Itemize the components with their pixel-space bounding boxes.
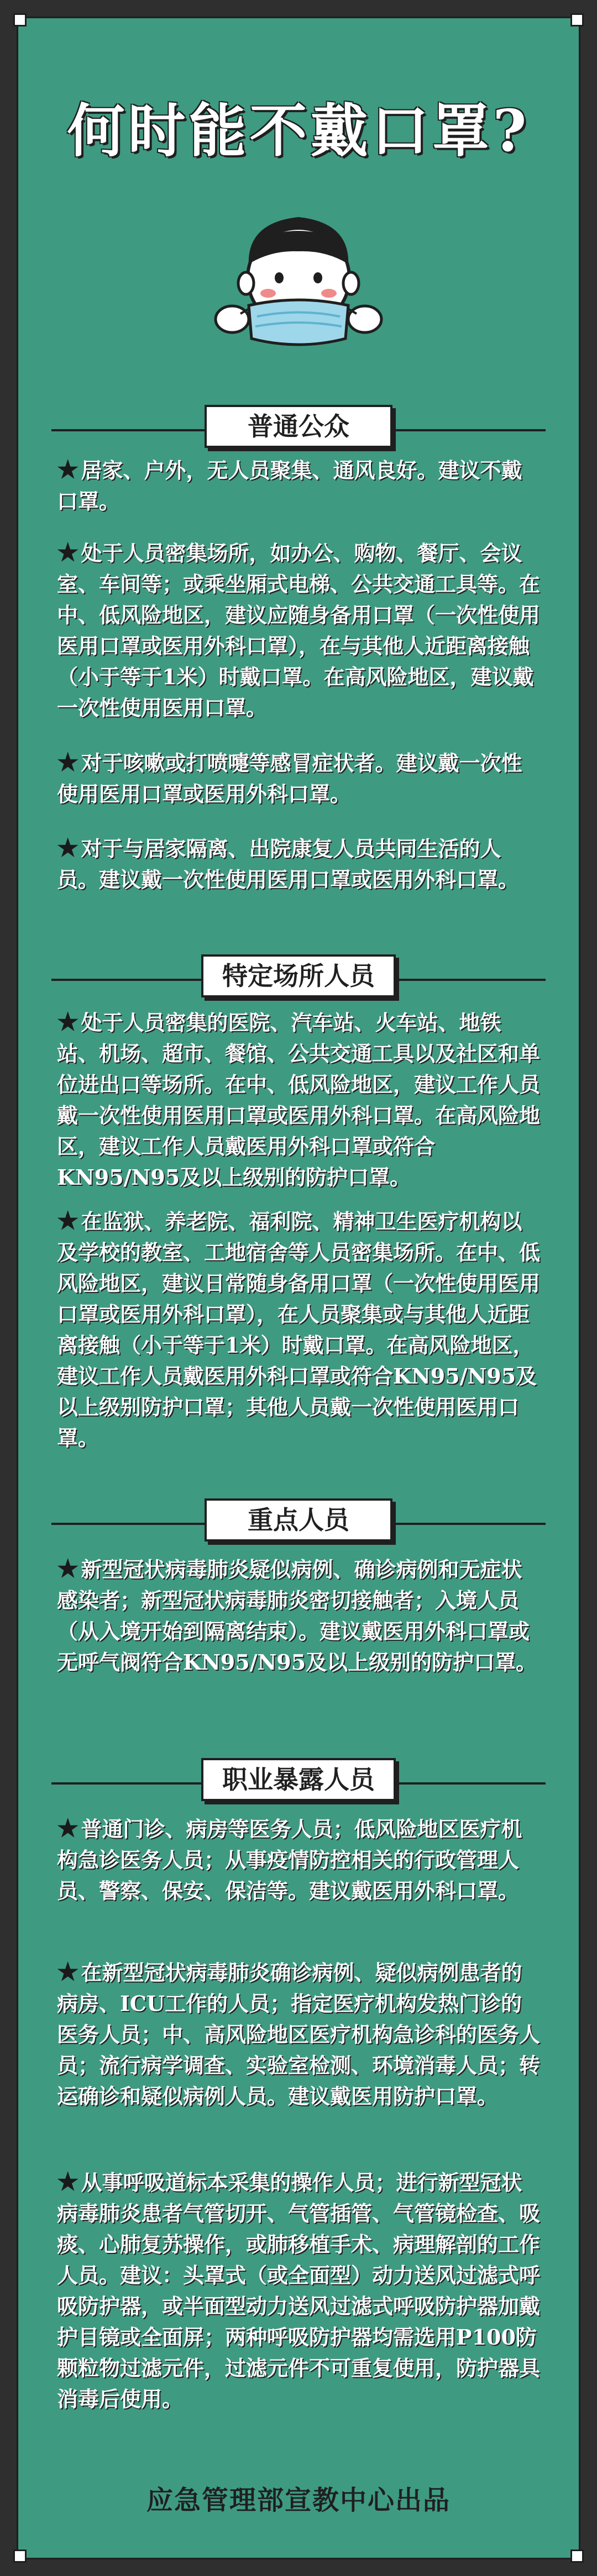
item-text: 普通门诊、病房等医务人员；低风险地区医疗机构急诊医务人员；从事疫情防控相关的行政管理人员、警察、保安、保洁等。建议戴医用外科口罩。 (57, 1817, 522, 1903)
section-label: 职业暴露人员 (201, 1758, 396, 1801)
poster-title: 何时能不戴口罩? (67, 97, 530, 165)
section-label: 重点人员 (205, 1498, 392, 1542)
list-item (57, 833, 540, 895)
section-label: 特定场所人员 (201, 954, 396, 997)
list-item (57, 537, 540, 724)
star-icon: ★ (57, 748, 79, 777)
list-item (57, 1813, 540, 1907)
section-header-key-persons (18, 1498, 579, 1548)
section-header-occupational-exposure (18, 1758, 579, 1808)
corner-decoration (13, 13, 27, 27)
star-icon: ★ (57, 456, 79, 484)
star-icon: ★ (57, 1555, 79, 1583)
item-text: 处于人员密集场所，如办公、购物、餐厅、会议室、车间等；或乘坐厢式电梯、公共交通工具等。在中、低风险地区，建议应随身备用口罩（一次性使用医用口罩或医用外科口罩），在与其他人近距离接触（小于等于1米）时戴口罩。在高风险地区，建议戴一次性使用医用口罩。 (57, 541, 541, 720)
list-item (57, 2167, 540, 2415)
item-text: 处于人员密集的医院、汽车站、火车站、地铁站、机场、超市、餐馆、公共交通工具以及社区和单位进出口等场所。在中、低风险地区，建议工作人员戴一次性使用医用口罩或医用外科口罩。在高风险地区，建议工作人员戴医用外科口罩或符合KN95/N95及以上级别的防护口罩。 (57, 1010, 541, 1190)
item-text: 在监狱、养老院、福利院、精神卫生医疗机构以及学校的教室、工地宿舍等人员密集场所。在中、低风险地区，建议日常随身备用口罩（一次性使用医用口罩或医用外科口罩），在人员聚集或与其他人近距离接触（小于等于1米）时戴口罩。在高风险地区，建议工作人员戴医用外科口罩或符合KN95/N95及以上级别防护口罩；其他人员戴一次性使用医用口罩。 (57, 1209, 541, 1450)
star-icon: ★ (57, 834, 79, 862)
section-label: 普通公众 (205, 405, 392, 448)
list-item (57, 1206, 540, 1454)
star-icon: ★ (57, 1958, 79, 1986)
child-with-mask-illustration (188, 200, 409, 361)
list-item (57, 1957, 540, 2112)
poster-card (17, 17, 580, 2559)
list-item (57, 747, 540, 810)
list-item (57, 1554, 540, 1678)
list-item (57, 455, 540, 517)
star-icon: ★ (57, 1814, 79, 1843)
item-text: 从事呼吸道标本采集的操作人员；进行新型冠状病毒肺炎患者气管切开、气管插管、气管镜检查、吸痰、心肺复苏操作，或肺移植手术、病理解剖的工作人员。建议：头罩式（或全面型）动力送风过滤式呼吸防护器，或半面型动力送风过滤式呼吸防护器加戴护目镜或全面屏；两种呼吸防护器均需选用P100防颗粒物过滤元件，过滤元件不可重复使用，防护器具消毒后使用。 (57, 2170, 541, 2411)
publisher-credit: 应急管理部宣教中心出品 (146, 2485, 451, 2516)
list-item (57, 1007, 540, 1193)
section-header-specific-venues (18, 954, 579, 1004)
section-header-general-public (18, 405, 579, 455)
star-icon: ★ (57, 2168, 79, 2196)
star-icon: ★ (57, 1207, 79, 1235)
star-icon: ★ (57, 539, 79, 567)
star-icon: ★ (57, 1008, 79, 1036)
item-text: 新型冠状病毒肺炎疑似病例、确诊病例和无症状感染者；新型冠状病毒肺炎密切接触者；入境人员（从入境开始到隔离结束）。建议戴医用外科口罩或无呼气阀符合KN95/N95及以上级别的防护口罩。 (57, 1557, 537, 1675)
item-text: 对于咳嗽或打喷嚏等感冒症状者。建议戴一次性使用医用口罩或医用外科口罩。 (57, 751, 522, 806)
item-text: 居家、户外，无人员聚集、通风良好。建议不戴口罩。 (57, 458, 522, 514)
corner-decoration (570, 2549, 584, 2563)
item-text: 对于与居家隔离、出院康复人员共同生活的人员。建议戴一次性使用医用口罩或医用外科口罩。 (57, 836, 520, 892)
corner-decoration (13, 2549, 27, 2563)
item-text: 在新型冠状病毒肺炎确诊病例、疑似病例患者的病房、ICU工作的人员；指定医疗机构发热门诊的医务人员；中、高风险地区医疗机构急诊科的医务人员；流行病学调查、实验室检测、环境消毒人员；转运确诊和疑似病例人员。建议戴医用防护口罩。 (57, 1960, 541, 2109)
corner-decoration (570, 13, 584, 27)
